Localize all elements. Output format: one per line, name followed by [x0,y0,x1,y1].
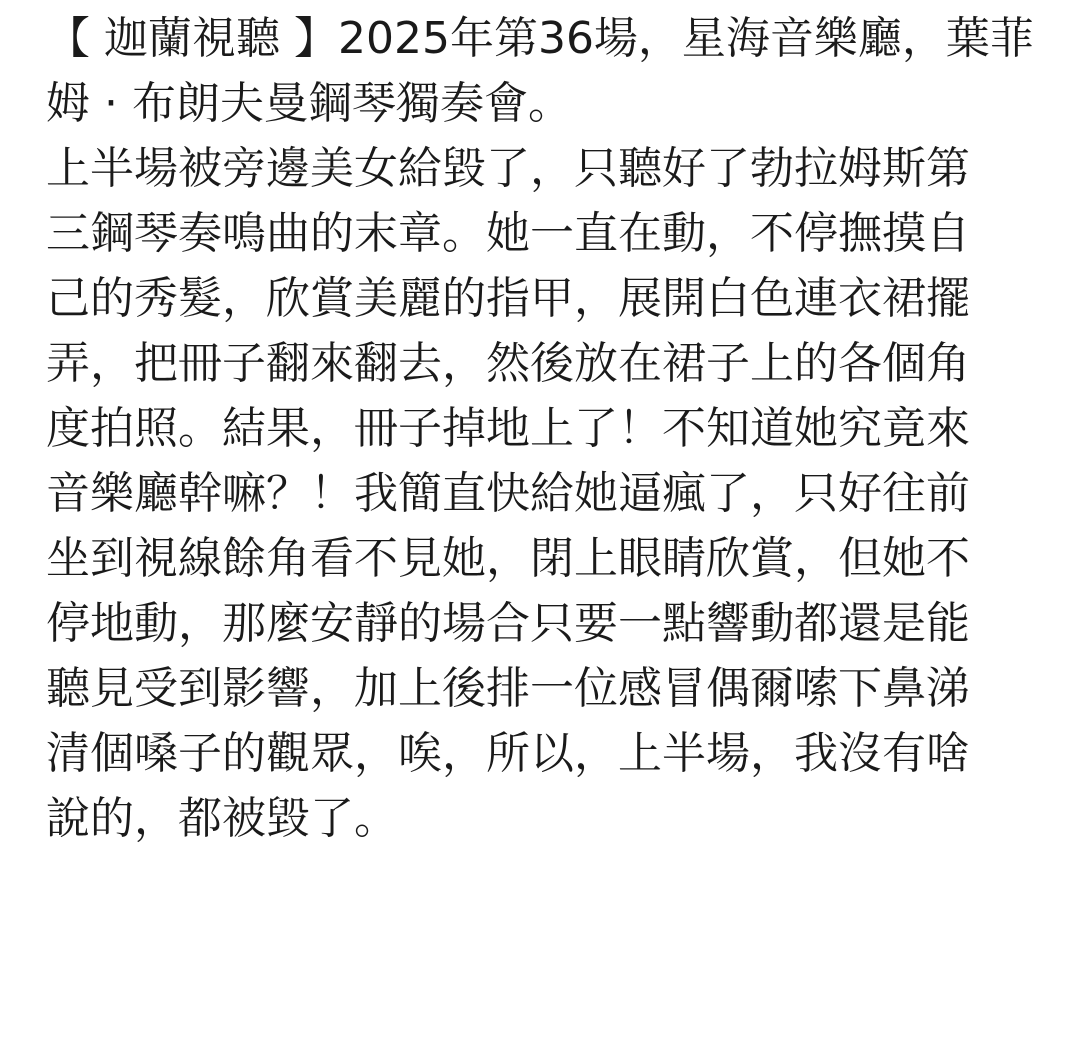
text-line: 己的秀髮，欣賞美麗的指甲，展開白色連衣裙擺 [46,273,970,324]
post-text [46,6,1039,851]
text-line: 姆 · 布朗夫曼鋼琴獨奏會。 [46,78,572,129]
text-line: 說的，都被毀了。 [46,793,398,844]
text-line: 弄，把冊子翻來翻去，然後放在裙子上的各個角 [46,338,970,389]
text-line: 【 迦蘭視聽 】2025年第36場，星海音樂廳，葉菲 [46,13,1034,64]
text-line: 停地動，那麼安靜的場合只要一點響動都還是能 [46,598,970,649]
text-line: 音樂廳幹嘛？！我簡直快給她逼瘋了，只好往前 [46,468,970,519]
text-line: 上半場被旁邊美女給毀了，只聽好了勃拉姆斯第 [46,143,970,194]
text-line: 坐到視線餘角看不見她，閉上眼睛欣賞，但她不 [46,533,970,584]
text-line: 度拍照。結果，冊子掉地上了！不知道她究竟來 [46,403,970,454]
text-line: 清個嗓子的觀眾，唉，所以，上半場，我沒有啥 [46,728,970,779]
text-line: 聽見受到影響，加上後排一位感冒偶爾嗦下鼻涕 [46,663,970,714]
text-line: 三鋼琴奏鳴曲的末章。她一直在動，不停撫摸自 [46,208,970,259]
